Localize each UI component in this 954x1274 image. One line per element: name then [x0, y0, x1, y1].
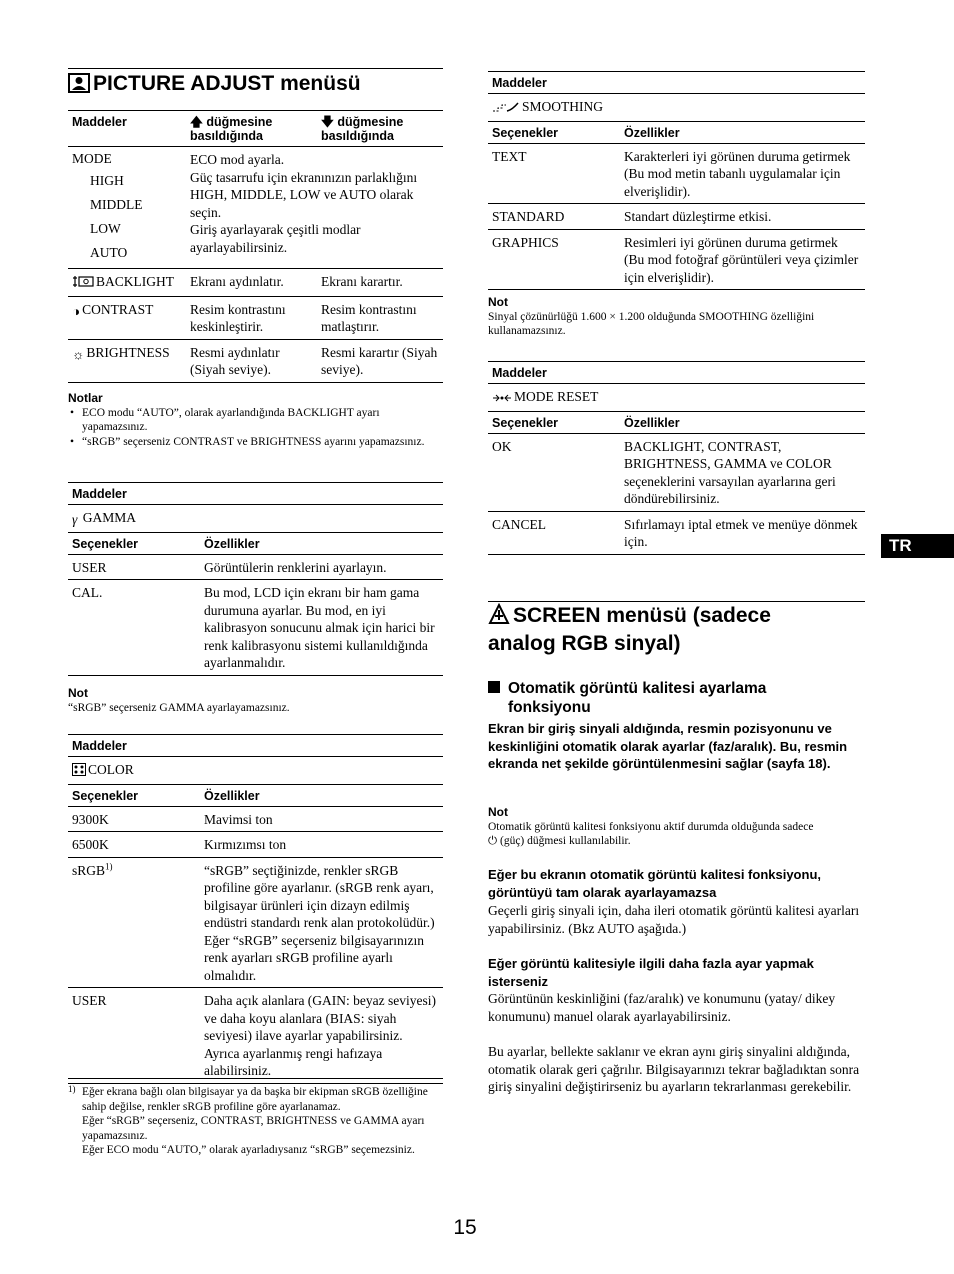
table-row: sRGB$^{1)}$ “sRGB” seçtiğinizde, renkler sRGB profiline göre ayarlanır. (sRGB renk ayarı, bilgisayar ürünleri için dizayn edilmiş endüstri standardı renk alan protokolüdür.) Eğer “sRGB” seçerseniz bilgisayarınızın renk ayarları sRGB profiline ayarlı olmalıdır.: [68, 857, 443, 988]
language-tab: TR: [881, 534, 954, 558]
arrow-down-icon: 🡇: [321, 115, 334, 129]
mode-sub-high: HIGH: [90, 173, 124, 188]
header-maddeler: Maddeler: [68, 483, 443, 505]
paragraph: Geçerli giriş sinyali için, daha ileri otomatik görüntü kalitesi ayarları yapabilirsiniz. (Bkz AUTO aşağıda.): [488, 903, 860, 936]
mode-reset-item: MODE RESET: [488, 384, 865, 412]
screen-menu-heading: SCREEN menüsü (sadece analog RGB sinyal): [488, 604, 771, 655]
table-row: 6500K Kırmızımsı ton: [68, 832, 443, 858]
color-item: COLOR: [68, 757, 443, 785]
auto-quality-subheading: Otomatik görüntü kalitesi ayarlama fonksiyonu: [488, 679, 865, 717]
header-ozellikler: Özellikler: [620, 121, 865, 143]
smoothing-table: [488, 71, 865, 290]
header-down: 🡇 düğmesine basıldığında: [317, 111, 443, 147]
square-bullet-icon: [488, 681, 500, 693]
mode-sub-middle: MIDDLE: [90, 197, 143, 212]
header-ozellikler: Özellikler: [620, 411, 865, 433]
notes-title: Notlar: [68, 391, 103, 405]
page-title: PICTURE ADJUST menüsü: [93, 72, 361, 95]
table-row: USER Daha açık alanlara (GAIN: beyaz seviyesi) ve daha koyu alanlara (BIAS: siyah seviyesi) ilave ayarlar yapabilirsiniz. Ayrıca ayarlanmış rengi hafızaya alabilirsiniz.: [68, 988, 443, 1084]
table-row: CANCEL Sıfırlamayı iptal etmek ve menüye dönmek için.: [488, 511, 865, 554]
table-row-mode: [68, 147, 443, 269]
table-row: 9300K Mavimsi ton: [68, 806, 443, 832]
smoothing-note: Not Sinyal çözünürlüğü 1.600 × 1.200 olduğunda SMOOTHING özelliğini kullanamazsınız.: [488, 295, 815, 337]
mode-desc-3: Giriş ayarlayarak çeşitli modlar ayarlayabilirsiniz.: [190, 222, 361, 255]
picture-adjust-heading: [68, 70, 361, 98]
header-secenekler: Seçenekler: [68, 532, 200, 554]
brightness-icon: ☼: [72, 346, 85, 362]
reset-icon: [492, 390, 512, 408]
header-ozellikler: Özellikler: [200, 784, 443, 806]
paragraph: Görüntünün keskinliğini (faz/aralık) ve konumunu (yatay/ dikey konumunu) manuel olarak ayarlayabilirsiniz.: [488, 991, 836, 1024]
contrast-icon: ◑: [72, 303, 81, 319]
note-item: • ECO modu “AUTO”, olarak ayarlandığında BACKLIGHT ayarı yapamazsınız.: [68, 406, 443, 435]
paragraph: Bu ayarlar, bellekte saklanır ve ekran aynı giriş sinyalini aldığında, otomatik olarak geri çağrılır. Bilgisayarınızı tekrar bağladıktan sonra giriş sinyalini değiştirirseniz bu ayarların tekrarlanması gerekebilir.: [488, 1044, 860, 1094]
backlight-icon: [72, 275, 94, 293]
gamma-table: [68, 482, 443, 676]
subhead-more-adjust: Eğer görüntü kalitesiyle ilgili daha fazla ayar yapmak isterseniz: [488, 956, 814, 989]
note-item: • “sRGB” seçerseniz CONTRAST ve BRIGHTNESS ayarını yapamazsınız.: [68, 435, 443, 450]
mode-sub-low: LOW: [90, 221, 121, 236]
header-maddeler: Maddeler: [488, 362, 865, 384]
header-secenekler: Seçenekler: [488, 411, 620, 433]
header-maddeler: Maddeler: [68, 111, 186, 147]
notes-block: [68, 391, 443, 449]
mode-desc-2: Güç tasarrufu için ekranınızın parlaklığını HIGH, MIDDLE, LOW ve AUTO olarak seçin.: [190, 169, 418, 220]
picture-adjust-table: [68, 110, 443, 383]
header-maddeler: Maddeler: [488, 72, 865, 94]
mode-reset-table: [488, 361, 865, 555]
color-icon: [72, 763, 86, 781]
table-row: STANDARD Standart düzleştirme etkisi.: [488, 204, 865, 230]
header-up: 🡅 düğmesine basıldığında: [186, 111, 317, 147]
footnote-rule: [68, 1078, 443, 1079]
table-row: TEXT Karakterleri iyi görünen duruma getirmek (Bu mod metin tabanlı uygulamalar için elverişlidir).: [488, 143, 865, 204]
page-number: 15: [453, 1216, 477, 1239]
header-secenekler: Seçenekler: [68, 784, 200, 806]
subhead-auto-fail: Eğer bu ekranın otomatik görüntü kalitesi fonksiyonu, görüntüyü tam olarak ayarlayamazsa: [488, 867, 821, 900]
footnote-mark: 1): [68, 1084, 76, 1094]
auto-quality-intro: Ekran bir giriş sinyali aldığında, resmin pozisyonunu ve keskinliğini otomatik olarak ayarlar (faz/aralık). Bu, resmin ekranda net şekilde görüntülenmesini sağlar (sayfa 18).: [488, 721, 848, 771]
gamma-item: γ GAMMA: [68, 505, 443, 533]
table-row-backlight: BACKLIGHT Ekranı aydınlatır. Ekranı karartır.: [68, 269, 443, 297]
footnote: 1) Eğer ekrana bağlı olan bilgisayar ya da başka bir ekipman sRGB özelliğine sahip değilse, renkler sRGB profiline göre ayarlanamaz. Eğer “sRGB” seçerseniz, CONTRAST, BRIGHTNESS ve GAMMA ayarı yapamazsınız. Eğer ECO modu “AUTO,” olarak ayarladıysanız “sRGB” seçemezsiniz.: [68, 1084, 428, 1156]
power-note: Not Otomatik görüntü kalitesi fonksiyonu aktif durumda olduğunda sadece ⏻ (güç) düğmesi kullanılabilir.: [488, 805, 814, 847]
table-row: USER Görüntülerin renklerini ayarlayın.: [68, 554, 443, 580]
header-maddeler: Maddeler: [68, 735, 443, 757]
arrow-up-icon: 🡅: [190, 115, 203, 129]
screen-icon: [488, 603, 510, 625]
gamma-note: Not “sRGB” seçerseniz GAMMA ayarlayamazsınız.: [68, 686, 290, 714]
power-icon: ⏻: [488, 835, 498, 847]
color-table: [68, 734, 443, 1084]
footnote-ref: 1): [105, 861, 113, 871]
picture-adjust-icon: [68, 73, 90, 93]
title-rule: [68, 68, 443, 69]
smoothing-item: SMOOTHING: [488, 94, 865, 122]
gamma-icon: γ: [72, 512, 78, 527]
table-row: OK BACKLIGHT, CONTRAST, BRIGHTNESS, GAMMA ve COLOR seçeneklerini varsayılan ayarlarına geri döndürebilirsiniz.: [488, 433, 865, 511]
table-header-row: [68, 111, 443, 147]
table-row: CAL. Bu mod, LCD için ekranı bir ham gama durumuna ayarlar. Bu mod, en iyi kalibrasyon sonucunu almak için harici bir renk kalibrasyonu sistemi kullanıldığında ayarlanmalıdır.: [68, 580, 443, 676]
smoothing-icon: [492, 100, 520, 118]
table-row-contrast: ◑ CONTRAST Resim kontrastını keskinleştirir. Resim kontrastını matlaştırır.: [68, 296, 443, 339]
mode-label: MODE: [72, 151, 112, 166]
table-row: GRAPHICS Resimleri iyi görünen duruma getirmek (Bu mod fotoğraf görüntüleri veya çizimler için elverişlidir).: [488, 229, 865, 290]
table-row-brightness: ☼ BRIGHTNESS Resmi aydınlatır (Siyah seviye). Resmi karartır (Siyah seviye).: [68, 339, 443, 382]
mode-desc-1: ECO mod ayarla.: [190, 152, 285, 167]
mode-sub-auto: AUTO: [90, 245, 128, 260]
header-ozellikler: Özellikler: [200, 532, 443, 554]
header-secenekler: Seçenekler: [488, 121, 620, 143]
